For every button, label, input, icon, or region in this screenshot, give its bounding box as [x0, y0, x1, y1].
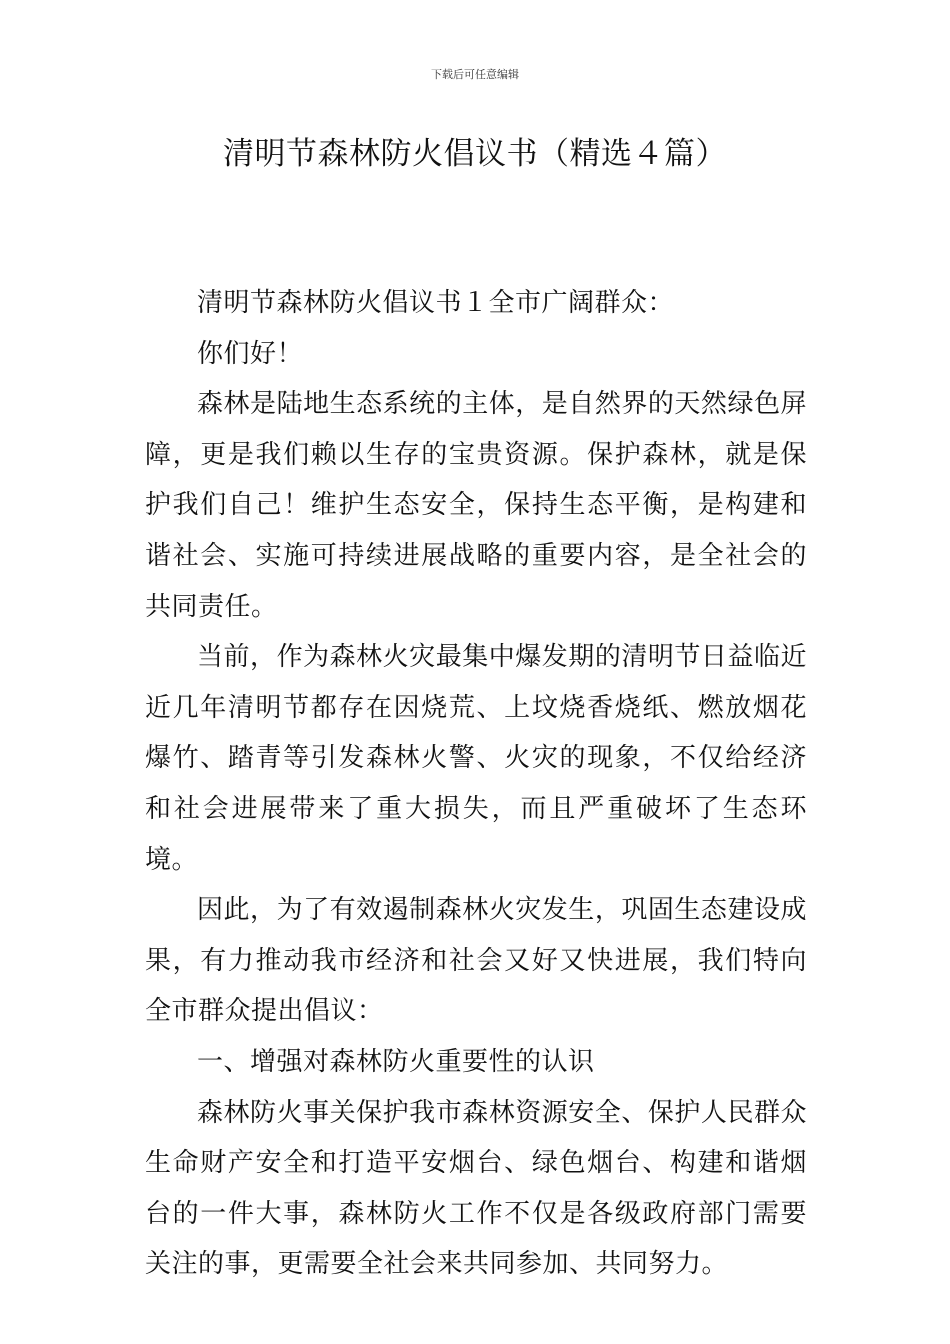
paragraph-salutation: 你们好！ [197, 338, 304, 369]
header-note: 下载后可任意编辑 [431, 68, 519, 81]
paragraph-forest-importance: 森林是陆地生态系统的主体，是自然界的天然绿色屏障，更是我们赖以生存的宝贵资源。保护森林，就是保护我们自己！维护生态安全，保持生态平衡，是构建和谐社会、实施可持续进展战略的重要内容，是全社会的共同责任。 [145, 389, 807, 622]
paragraph-current-situation: 当前，作为森林火灾最集中爆发期的清明节日益临近近几年清明节都存在因烧荒、上坟烧香烧纸、燃放烟花爆竹、踏青等引发森林火警、火灾的现象，不仅给经济和社会进展带来了重大损失，而且严重破坏了生态环境。 [145, 642, 807, 875]
section-heading-1: 一、增强对森林防火重要性的认识 [197, 1046, 595, 1077]
document-title: 清明节森林防火倡议书（精选４篇） [223, 136, 727, 172]
document-body [145, 278, 807, 1290]
paragraph-proposal-intro: 因此，为了有效遏制森林火灾发生，巩固生态建设成果，有力推动我市经济和社会又好又快进展，我们特向全市群众提出倡议： [145, 895, 807, 1027]
paragraph-greeting-line: 清明节森林防火倡议书１全市广阔群众： [197, 288, 675, 318]
paragraph-fire-prevention: 森林防火事关保护我市森林资源安全、保护人民群众生命财产安全和打造平安烟台、绿色烟台、构建和谐烟台的一件大事，森林防火工作不仅是各级政府部门需要关注的事，更需要全社会来共同参加、共同努力。 [145, 1097, 807, 1280]
